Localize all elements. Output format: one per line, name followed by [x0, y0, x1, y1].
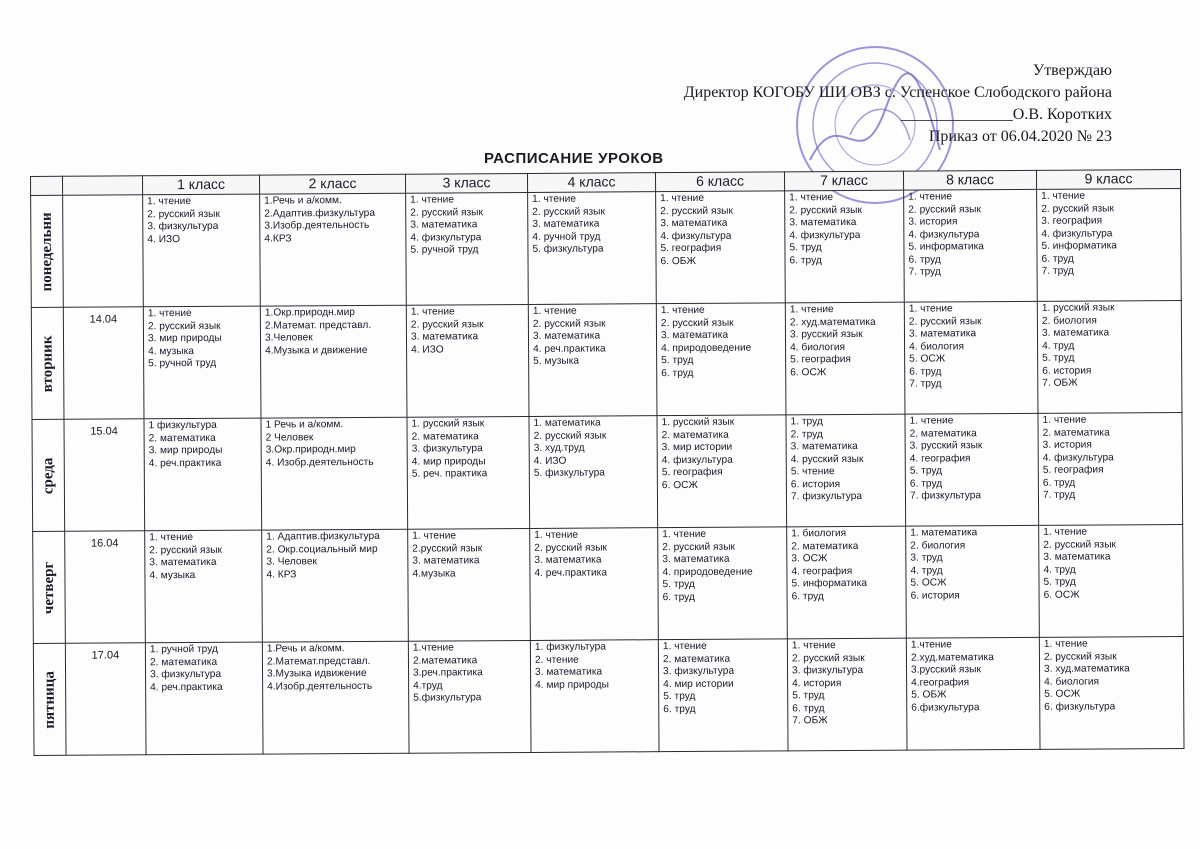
lesson-item: 3.Окр.природн.мир	[265, 444, 356, 456]
lesson-item: 6. ОСЖ	[1043, 589, 1080, 601]
lesson-cell	[406, 192, 529, 305]
lesson-item: 1. чтение	[149, 532, 194, 544]
lesson-item: 2. математика	[909, 427, 977, 440]
lesson-item: 5. информатика	[791, 577, 868, 590]
lesson-item: 2. русский язык	[908, 315, 982, 328]
lesson-item: 1. чтение	[660, 192, 705, 205]
lesson-item: 3. математика	[535, 666, 603, 678]
lesson-cell	[787, 638, 907, 751]
lesson-cell	[530, 528, 659, 641]
lesson-item: 3. математика	[1043, 551, 1111, 563]
lesson-item: 1. математика	[533, 417, 601, 429]
lesson-item: 1. Адаптив.физкультура	[266, 530, 380, 543]
lesson-item: 1. русский язык	[661, 416, 735, 429]
lesson-item: 4. труд	[1043, 564, 1076, 576]
lesson-item: 2. биология	[910, 539, 966, 552]
lesson-item: 4. физкультура	[661, 454, 733, 466]
lesson-cell	[262, 529, 409, 642]
lesson-cell	[408, 640, 531, 753]
lesson-item: 2. труд	[790, 428, 823, 440]
class-header: 6 класс	[655, 172, 784, 192]
lesson-item: 3. ОСЖ	[791, 553, 828, 565]
approval-line-1: Утверждаю	[1032, 62, 1112, 79]
lesson-item: 5. труд	[792, 690, 825, 702]
lesson-item: 2. худ.математика	[789, 316, 876, 328]
lesson-cell	[785, 190, 905, 303]
lesson-cell	[143, 194, 261, 307]
lesson-item: 5. чтение	[790, 466, 835, 478]
lesson-item: 3. математика	[790, 440, 858, 453]
lesson-item: 2. Окр.социальный мир	[266, 543, 378, 556]
lesson-item: 7. физкультура	[909, 490, 982, 502]
lesson-item: 4. физкультура	[908, 228, 980, 241]
lesson-item: 5. труд	[663, 690, 696, 703]
lesson-item: 1. физкультура	[534, 641, 606, 653]
lesson-item: 2. русский язык	[532, 205, 605, 218]
day-name-cell	[31, 195, 64, 307]
lesson-item: 6. ОСЖ	[661, 479, 698, 491]
lesson-item: 6. труд	[909, 365, 942, 378]
lesson-item: 5.физкультура	[413, 692, 482, 704]
lesson-cell	[529, 416, 658, 529]
lesson-item: 6. труд	[909, 477, 943, 490]
lesson-item: 4. природоведение	[662, 566, 753, 578]
lesson-item: 2.Математ.представл.	[266, 655, 371, 668]
lesson-cell	[1038, 412, 1183, 525]
day-row	[31, 188, 1182, 307]
lesson-item: 4. география	[909, 452, 971, 465]
lesson-item: 3. труд	[910, 552, 943, 564]
lesson-cell	[904, 301, 1038, 414]
lesson-item: 1.Окр.природн.мир	[264, 307, 355, 319]
lesson-item: 2. математика	[662, 653, 731, 665]
lesson-item: 3. русский язык	[909, 440, 983, 452]
class-header: 1 класс	[143, 175, 260, 195]
lesson-item: 1. математика	[910, 527, 978, 539]
lesson-item: 1 физкультура	[148, 419, 217, 432]
lesson-item: 1. чтение	[532, 193, 577, 205]
day-name: среда	[39, 457, 56, 494]
lesson-item: 2. математика	[1042, 426, 1110, 439]
lesson-item: 2. математика	[411, 430, 479, 443]
lesson-item: 3. история	[908, 216, 958, 228]
lesson-item: 2. русский язык	[1043, 538, 1116, 551]
schedule-title: РАСПИСАНИЕ УРОКОВ	[484, 150, 664, 167]
lesson-item: 3.реч.практика	[413, 667, 483, 679]
lesson-item: 3. математика	[1041, 327, 1110, 339]
lesson-item: 6. труд	[661, 367, 694, 379]
lesson-item: 5. ОСЖ	[1044, 688, 1081, 700]
lesson-item: 1.чтение	[910, 639, 952, 651]
lesson-item: 1. труд	[790, 416, 823, 428]
lesson-item: 4. биология	[909, 340, 965, 353]
class-header: 4 класс	[527, 173, 655, 193]
lesson-item: 4.музыка	[412, 567, 456, 580]
lesson-item: 4. ИЗО	[147, 233, 181, 245]
lesson-item: 2. русский язык	[660, 205, 733, 217]
lesson-item: 6. история	[790, 478, 841, 490]
lesson-item: 1. чтение	[410, 194, 455, 206]
lesson-item: 5. труд	[1042, 352, 1075, 364]
lesson-item: 1. биология	[791, 528, 847, 540]
day-date: 17.04	[65, 643, 146, 755]
lesson-item: 4. музыка	[148, 345, 194, 357]
lesson-cell	[145, 530, 263, 643]
lesson-item: 3. математика	[534, 554, 602, 566]
lesson-item: 6. труд	[662, 591, 695, 603]
lesson-item: 6.физкультура	[911, 701, 980, 714]
lesson-item: 4. русский язык	[790, 453, 864, 465]
lesson-item: 2. русский язык	[662, 541, 735, 553]
lesson-item: 3.Изобр.деятельность	[264, 219, 370, 232]
lesson-cell	[656, 191, 786, 304]
lesson-item: 2.Адаптив.физкультура	[264, 207, 376, 220]
approval-block	[684, 60, 1112, 148]
lesson-item: 1. чтение	[1043, 638, 1088, 650]
lesson-item: 4. физкультура	[789, 229, 861, 241]
lesson-item: 2. русский язык	[410, 318, 484, 331]
lesson-item: 4. физкультура	[1042, 451, 1114, 464]
lesson-item: 2. математика	[661, 429, 729, 441]
lesson-item: 1. чтение	[147, 308, 192, 320]
lesson-item: 2. русский язык	[532, 317, 606, 330]
lesson-item: 1. чтение	[147, 196, 192, 208]
day-name-cell	[31, 307, 64, 419]
lesson-item: 5. ручной труд	[148, 357, 217, 370]
lesson-item: 3. физкультура	[147, 220, 219, 233]
lesson-item: 4.Музыка и движение	[265, 344, 368, 357]
lesson-item: 4.труд	[413, 679, 443, 692]
day-name-cell	[32, 419, 65, 531]
lesson-cell	[528, 304, 657, 417]
lesson-cell	[1037, 188, 1182, 301]
lesson-item: 6. труд	[1042, 477, 1076, 489]
lesson-item: 4.география	[911, 676, 970, 689]
lesson-item: 5. физкультура	[533, 467, 605, 479]
approval-line-4: Приказ от 06.04.2020 № 23	[928, 128, 1112, 145]
day-date: 14.04	[63, 307, 144, 419]
lesson-item: 4. мир природы	[535, 678, 609, 691]
lesson-item: 2. русский язык	[789, 204, 862, 216]
lesson-item: 5. труд	[1043, 576, 1076, 588]
lesson-item: 2. русский язык	[533, 429, 607, 442]
lesson-item: 3. математика	[660, 217, 728, 230]
lesson-item: 5. ОБЖ	[911, 689, 947, 701]
lesson-item: 2. математика	[791, 540, 859, 552]
lesson-item: 7. труд	[908, 266, 941, 278]
lesson-item: 6. история	[1042, 365, 1092, 377]
lesson-item: 4.КРЗ	[264, 232, 292, 245]
lesson-item: 1. чтение	[660, 304, 705, 317]
day-row	[33, 636, 1184, 755]
lesson-item: 3. математика	[789, 216, 857, 229]
lesson-item: 7. труд	[909, 378, 942, 390]
lesson-item: 1. чтение	[909, 415, 954, 427]
lesson-item: 4. биология	[1044, 675, 1100, 688]
lesson-item: 4. биология	[790, 341, 846, 353]
lesson-item: 6. ОСЖ	[790, 366, 827, 378]
lesson-cell	[658, 527, 788, 640]
lesson-cell	[528, 192, 657, 305]
lesson-item: 7. труд	[1041, 265, 1074, 277]
lesson-item: 2.русский язык	[412, 542, 483, 555]
lesson-item: 5. география	[661, 466, 723, 479]
lesson-item: 4. физкультура	[410, 231, 482, 244]
lesson-item: 2. чтение	[534, 654, 579, 666]
lesson-item: 1. русский язык	[411, 418, 485, 430]
lesson-item: 4. труд	[1042, 340, 1075, 352]
lesson-item: 2. биология	[1041, 314, 1097, 327]
class-header: 9 класс	[1036, 169, 1180, 189]
lesson-item: 5. география	[790, 353, 851, 366]
day-row	[31, 300, 1182, 419]
lesson-cell	[658, 639, 788, 752]
lesson-item: 6. физкультура	[1044, 700, 1116, 713]
lesson-item: 5. труд	[909, 465, 943, 477]
lesson-item: 7. физкультура	[790, 490, 863, 503]
lesson-item: 3. математика	[908, 328, 977, 340]
lesson-item: 5. география	[660, 242, 722, 255]
lesson-item: 1. чтение	[1043, 526, 1088, 538]
lesson-item: 2. русский язык	[908, 203, 981, 216]
lesson-item: 6. труд	[908, 253, 941, 266]
lesson-item: 5. музыка	[533, 355, 580, 367]
schedule-table	[30, 169, 1185, 756]
lesson-item: 3. мир истории	[661, 441, 733, 454]
lesson-item: 4. география	[791, 565, 853, 577]
lesson-cell	[1039, 524, 1184, 637]
lesson-item: 3. худ.математика	[1043, 663, 1130, 675]
lesson-item: 7. труд	[1042, 489, 1076, 501]
approval-line-2: Директор КОГОБУ ШИ ОВЗ с. Успенское Слободского района	[683, 84, 1112, 101]
lesson-item: 3. математика	[532, 218, 600, 230]
lesson-item: 2.худ.математика	[910, 651, 994, 664]
lesson-item: 2. русский язык	[147, 208, 220, 220]
lesson-item: 3. физкультура	[150, 668, 222, 681]
lesson-cell	[144, 418, 262, 531]
lesson-item: 7. ОБЖ	[792, 715, 828, 727]
lesson-cell	[904, 189, 1038, 302]
lesson-cell	[143, 306, 261, 419]
lesson-item: 1.Речь и а/комм.	[264, 195, 342, 207]
lesson-item: 1. чтение	[789, 304, 834, 316]
lesson-item: 1. чтение	[412, 530, 457, 542]
lesson-item: 6. труд	[789, 254, 822, 266]
lesson-item: 1. чтение	[410, 306, 455, 318]
lesson-item: 1 Речь и а/комм.	[265, 419, 344, 431]
lesson-cell	[1039, 636, 1184, 749]
lesson-item: 1. чтение	[908, 191, 953, 203]
lesson-item: 6. труд	[663, 703, 696, 715]
lesson-item: 1. чтение	[532, 305, 577, 317]
day-name-cell	[33, 531, 66, 643]
lesson-item: 3. математика	[660, 329, 729, 342]
lesson-item: 3. худ.труд	[533, 442, 585, 454]
lesson-item: 5. информатика	[908, 241, 984, 253]
approval-line-3: ______________О.В. Коротких	[900, 106, 1112, 123]
lesson-item: 1. ручной труд	[149, 643, 218, 656]
lesson-item: 1.чтение	[412, 642, 454, 654]
day-name: четверг	[40, 561, 57, 614]
lesson-item: 3.Музыка идвижение	[267, 667, 367, 680]
day-name: пятница	[41, 670, 58, 729]
lesson-item: 2. русский язык	[791, 652, 865, 664]
lesson-item: 6. труд	[792, 702, 825, 714]
lesson-item: 4. реч.практика	[534, 566, 608, 579]
lesson-cell	[260, 193, 407, 306]
lesson-item: 3. математика	[412, 555, 480, 567]
lesson-item: 5. труд	[661, 354, 694, 367]
lesson-cell	[145, 642, 263, 755]
day-row	[33, 524, 1184, 643]
lesson-item: 4. ИЗО	[533, 455, 567, 467]
lesson-item: 3. физкультура	[792, 664, 864, 677]
lesson-item: 5. информатика	[1041, 240, 1117, 252]
lesson-item: 5. ОСЖ	[910, 577, 947, 589]
lesson-item: 6. ОБЖ	[660, 255, 696, 267]
lesson-item: 3. математика	[662, 553, 730, 566]
lesson-item: 3. история	[1042, 439, 1092, 451]
lesson-cell	[260, 305, 407, 418]
lesson-cell	[407, 416, 530, 529]
lesson-cell	[786, 414, 906, 527]
lesson-item: 3. математика	[532, 330, 601, 342]
lesson-item: 1. русский язык	[1041, 302, 1115, 314]
lesson-item: 3. физкультура	[663, 665, 735, 678]
day-date: 16.04	[65, 531, 146, 643]
lesson-item: 3. Человек	[266, 556, 317, 568]
lesson-item: 4. труд	[910, 564, 943, 577]
day-name: вторник	[38, 335, 56, 392]
lesson-cell	[906, 525, 1040, 638]
lesson-item: 5. ручной труд	[410, 244, 479, 256]
lesson-item: 1. чтение	[1041, 190, 1086, 202]
lesson-item: 1.Речь и а/комм.	[266, 643, 345, 655]
lesson-cell	[1037, 300, 1182, 413]
lesson-item: 3. мир природы	[147, 332, 222, 345]
lesson-item: 3. мир природы	[148, 444, 223, 457]
lesson-item: 1. чтение	[534, 529, 579, 541]
lesson-item: 5. реч. практика	[411, 468, 488, 480]
class-header: 7 класс	[784, 171, 903, 191]
lesson-item: 4. реч.практика	[150, 681, 223, 693]
lesson-item: 2.Математ. представл.	[264, 319, 372, 332]
day-date: 15.04	[64, 419, 145, 531]
lesson-item: 1. чтение	[908, 303, 953, 315]
lesson-cell	[261, 417, 408, 530]
lesson-item: 6. история	[910, 589, 960, 602]
lesson-cell	[657, 415, 787, 528]
day-row	[32, 412, 1183, 531]
lesson-item: 1. чтение	[791, 640, 836, 652]
lesson-item: 3. математика	[410, 331, 479, 343]
lesson-item: 4. ИЗО	[411, 343, 444, 356]
lesson-item: 3. русский язык	[789, 328, 863, 341]
lesson-item: 5. труд	[662, 578, 695, 591]
lesson-item: 4. мир истории	[663, 678, 734, 690]
lesson-cell	[787, 526, 907, 639]
lesson-item: 2. русский язык	[147, 320, 221, 332]
class-header: 8 класс	[903, 170, 1036, 190]
lesson-item: 2.математика	[412, 654, 478, 667]
lesson-item: 3.Человек	[264, 332, 313, 344]
lesson-item: 2. русский язык	[1043, 650, 1117, 663]
lesson-item: 4. реч.практика	[148, 457, 222, 469]
lesson-item: 4. мир природы	[411, 455, 486, 468]
lesson-item: 7. ОБЖ	[1042, 377, 1078, 389]
lesson-cell	[262, 641, 409, 754]
lesson-item: 5. ОСЖ	[909, 353, 946, 365]
lesson-item: 4. физкультура	[1041, 227, 1113, 240]
day-name: понедельни	[38, 211, 55, 292]
lesson-item: 2. математика	[149, 656, 218, 668]
lesson-item: 2. русский язык	[149, 544, 223, 556]
class-header: 3 класс	[405, 173, 527, 193]
header-empty-day	[31, 176, 63, 195]
lesson-item: 4. музыка	[149, 569, 196, 581]
lesson-item: 6. труд	[791, 590, 824, 602]
lesson-item: 3. математика	[149, 556, 217, 569]
lesson-item: 4. природоведение	[661, 342, 752, 354]
lesson-item: 2. математика	[148, 432, 216, 444]
lesson-item: 1. чтение	[789, 192, 834, 204]
lesson-item: 4. КРЗ	[266, 568, 297, 581]
lesson-item: 3. география	[1041, 215, 1103, 227]
lesson-cell	[906, 637, 1040, 750]
lesson-cell	[530, 640, 659, 753]
lesson-item: 6. труд	[1041, 253, 1074, 265]
lesson-item: 2 Человек	[265, 431, 314, 444]
lesson-cell	[408, 528, 531, 641]
lesson-cell	[406, 304, 529, 417]
class-header: 2 класс	[259, 174, 405, 194]
lesson-item: 5. труд	[789, 242, 822, 254]
lesson-cell	[785, 302, 905, 415]
lesson-item: 5. физкультура	[532, 243, 604, 255]
lesson-item: 4. реч.практика	[533, 342, 606, 355]
lesson-cell	[656, 303, 786, 416]
lesson-item: 4. ручной труд	[532, 231, 601, 243]
lesson-item: 2. русский язык	[1041, 202, 1114, 215]
lesson-item: 2. русский язык	[534, 541, 608, 554]
lesson-item: 5. география	[1042, 464, 1104, 476]
lesson-item: 3.русский язык	[911, 664, 981, 676]
lesson-item: 1. чтение	[662, 528, 707, 541]
lesson-item: 2. русский язык	[410, 206, 483, 219]
lesson-item: 4. история	[792, 677, 842, 689]
lesson-item: 2. русский язык	[660, 317, 734, 329]
lesson-item: 4. физкультура	[660, 230, 732, 242]
lesson-item: 4.Изобр.деятельность	[267, 680, 373, 693]
header-empty-date	[63, 176, 143, 195]
lesson-item: 3. математика	[410, 219, 478, 231]
lesson-item: 1. чтение	[1042, 414, 1087, 426]
lesson-item: 3. физкультура	[411, 443, 483, 455]
lesson-cell	[905, 413, 1039, 526]
day-name-cell	[33, 643, 66, 755]
lesson-item: 4. Изобр.деятельность	[265, 456, 374, 469]
day-date	[63, 195, 144, 307]
lesson-item: 1. чтение	[662, 640, 707, 653]
